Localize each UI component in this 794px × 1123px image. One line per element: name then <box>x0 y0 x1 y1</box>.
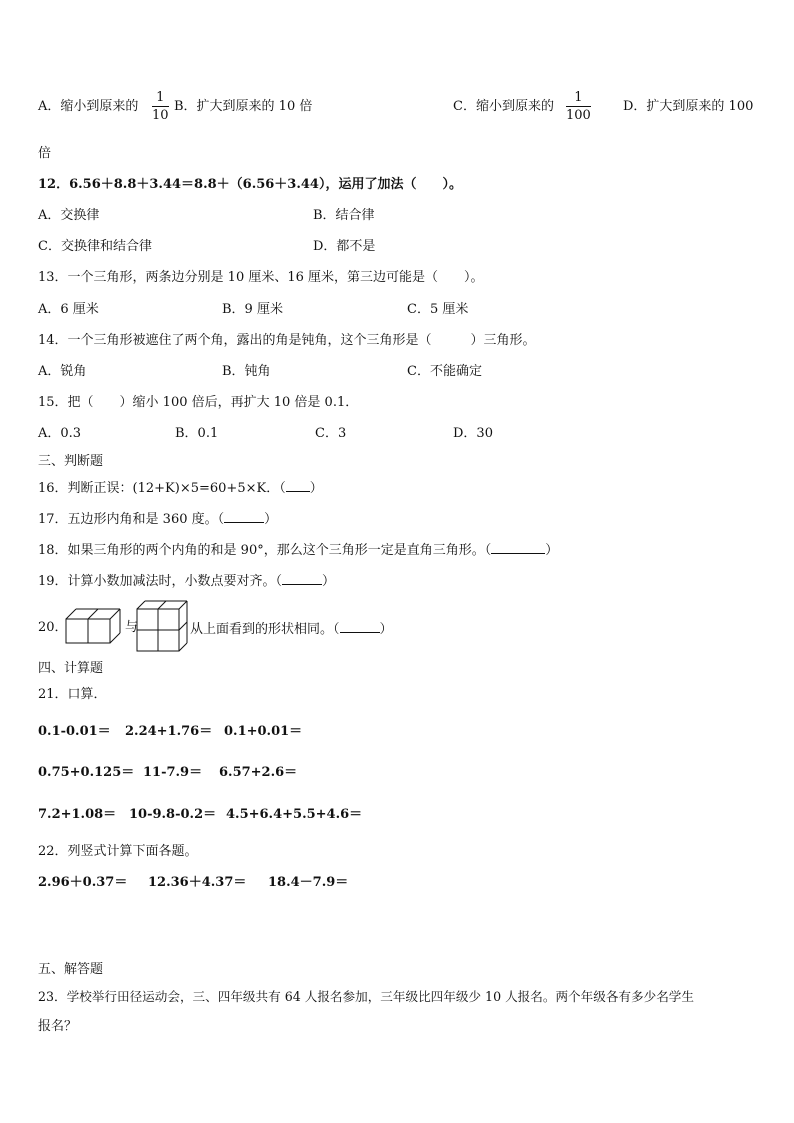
q20-number: 20． <box>38 620 68 635</box>
answer-blank[interactable] <box>282 572 322 585</box>
q17-stem <box>38 510 277 528</box>
fraction-bar <box>152 106 169 107</box>
cube-figure-four-cubes <box>135 599 189 653</box>
q18-close: ） <box>545 543 559 558</box>
q11-option-c-fraction <box>566 90 591 123</box>
q14-option-a: A．锐角 <box>38 364 87 379</box>
q21-item: 2.24+1.76＝ <box>125 724 213 739</box>
answer-blank[interactable] <box>286 479 310 492</box>
q19-text: 19．计算小数加减法时，小数点要对齐。（ <box>38 574 283 589</box>
answer-blank[interactable] <box>224 510 264 523</box>
fraction-numerator: 1 <box>574 90 583 105</box>
q12-option-c: C．交换律和结合律 <box>38 239 152 254</box>
q16-close: ） <box>309 481 323 496</box>
q21-item: 4.5+6.4+5.5+4.6＝ <box>226 807 363 822</box>
q21-stem: 21．口算． <box>38 687 107 702</box>
q16-stem <box>38 479 323 497</box>
q21-item: 6.57+2.6＝ <box>219 765 298 780</box>
q18-stem <box>38 541 558 559</box>
section-heading-calculation: 四、计算题 <box>38 661 104 676</box>
q11-option-d: D．扩大到原来的 100 <box>623 99 754 114</box>
q12-option-b: B．结合律 <box>313 208 375 223</box>
q15-option-b: B．0.1 <box>175 426 219 441</box>
section-heading-word-problems: 五、解答题 <box>38 962 104 977</box>
q20-stem <box>190 620 393 638</box>
fraction-numerator: 1 <box>156 90 165 105</box>
q20-text: 从上面看到的形状相同。（ <box>190 622 340 637</box>
q11-option-c: C．缩小到原来的 <box>453 99 554 114</box>
q17-close: ） <box>264 512 278 527</box>
q19-stem <box>38 572 335 590</box>
q19-close: ） <box>322 574 336 589</box>
fraction-bar <box>566 106 591 107</box>
q22-item: 2.96＋0.37＝ <box>38 875 128 890</box>
q11-option-a-fraction <box>152 90 169 123</box>
q14-option-b: B．钝角 <box>222 364 271 379</box>
q18-text: 18．如果三角形的两个内角的和是 90°，那么这个三角形一定是直角三角形。（ <box>38 543 492 558</box>
cube-figure-two-cubes <box>64 606 124 646</box>
q17-text: 17．五边形内角和是 360 度。（ <box>38 512 225 527</box>
q15-stem: 15．把（ ）缩小 100 倍后，再扩大 10 倍是 0.1． <box>38 395 359 410</box>
q21-item: 10-9.8-0.2＝ <box>129 807 217 822</box>
answer-blank[interactable] <box>340 620 380 633</box>
q12-option-a: A．交换律 <box>38 208 100 223</box>
q21-item: 11-7.9＝ <box>143 765 203 780</box>
q13-option-b: B．9 厘米 <box>222 302 283 317</box>
q20-with: 与 <box>125 620 139 635</box>
section-heading-judgement: 三、判断题 <box>38 454 104 469</box>
q14-option-c: C．不能确定 <box>407 364 482 379</box>
q22-stem: 22．列竖式计算下面各题。 <box>38 844 198 859</box>
q23-stem-line2: 报名？ <box>38 1019 78 1034</box>
q14-stem: 14．一个三角形被遮住了两个角，露出的角是钝角，这个三角形是（ ）三角形。 <box>38 333 536 348</box>
q15-option-c: C．3 <box>315 426 347 441</box>
q15-option-a: A．0.3 <box>38 426 82 441</box>
fraction-denominator: 10 <box>152 108 169 123</box>
q11-option-a: A．缩小到原来的 <box>38 99 139 114</box>
q22-item: 12.36＋4.37＝ <box>148 875 247 890</box>
fraction-denominator: 100 <box>566 108 591 123</box>
q13-option-a: A．6 厘米 <box>38 302 99 317</box>
q21-item: 0.1-0.01＝ <box>38 724 111 739</box>
q20-close: ） <box>379 622 393 637</box>
q21-item: 0.1+0.01＝ <box>224 724 303 739</box>
q12-option-d: D．都不是 <box>313 239 376 254</box>
q12-stem: 12．6.56＋8.8＋3.44＝8.8＋（6.56＋3.44），运用了加法（ ）。 <box>38 177 462 192</box>
q13-option-c: C．5 厘米 <box>407 302 469 317</box>
q23-stem-line1: 23．学校举行田径运动会，三、四年级共有 64 人报名参加，三年级比四年级少 10 人报名。两个年级各有多少名学生 <box>38 989 694 1004</box>
q21-item: 0.75+0.125＝ <box>38 765 135 780</box>
q16-text: 16．判断正误：(12+K)×5=60+5×K．（ <box>38 481 286 496</box>
q11-option-d-wrap: 倍 <box>38 146 52 161</box>
q15-option-d: D．30 <box>453 426 493 441</box>
q21-item: 7.2+1.08＝ <box>38 807 117 822</box>
q13-stem: 13．一个三角形，两条边分别是 10 厘米、16 厘米，第三边可能是（ ）。 <box>38 270 484 285</box>
q22-item: 18.4－7.9＝ <box>268 875 349 890</box>
answer-blank[interactable] <box>491 541 545 554</box>
q11-option-b: B．扩大到原来的 10 倍 <box>174 99 313 114</box>
